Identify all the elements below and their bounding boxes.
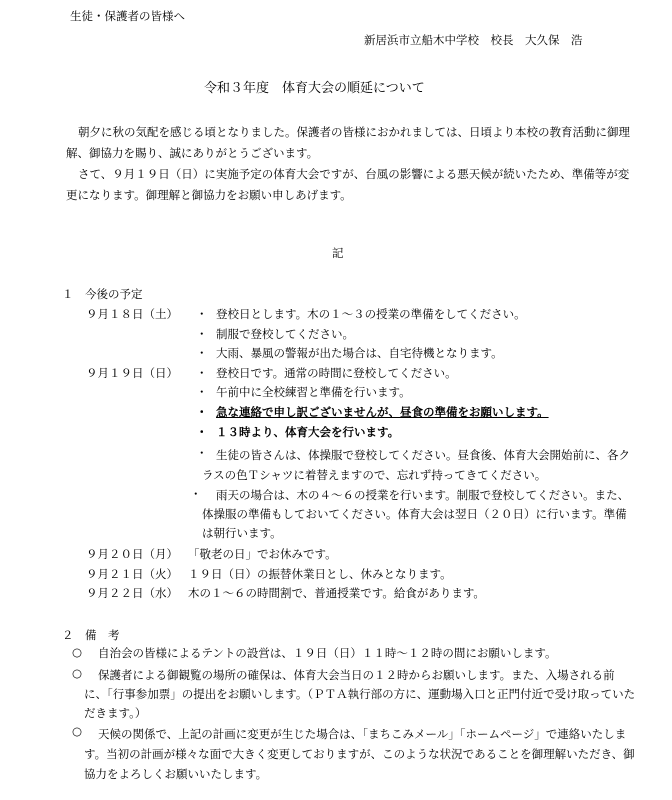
lunch-notice: 急な連絡で申し訳ございませんが、昼食の準備をお願いします。 <box>216 405 549 419</box>
date-sep-20: ９月２０日（月） <box>86 547 178 561</box>
bullet-icon: ・ <box>196 446 208 460</box>
date-sep-21: ９月２１日（火） <box>86 567 178 581</box>
schedule-item: 登校日とします。木の１～３の授業の準備をしてください。 <box>216 307 526 321</box>
note-item: 天候の関係で、上記の計画に変更が生じた場合は、「まちこみメール」「ホームページ」で連絡いたします。当初の計画が様々な面で大きく変更しておりますが、このような状況であることを御理解いただき、御協力をよろしくお願いいたします。 <box>84 727 635 781</box>
circle-icon: ○ <box>72 724 83 738</box>
circle-icon: ○ <box>72 645 83 659</box>
note-item: 自治会の皆様によるテントの設営は、１９日（日）１１時～１２時の間にお願いします。 <box>98 646 557 660</box>
schedule-item: 登校日です。通常の時間に登校してください。 <box>216 366 457 380</box>
schedule-item: 制服で登校してください。 <box>216 327 354 341</box>
schedule-item: 午前中に全校練習と準備を行います。 <box>216 385 411 399</box>
bullet-icon: ・ <box>196 385 208 399</box>
schedule-item: 大雨、暴風の警報が出た場合は、自宅待機となります。 <box>216 346 503 360</box>
bullet-icon: ・ <box>196 307 208 321</box>
date-sep-19: ９月１９日（日） <box>86 366 178 380</box>
start-time-notice: １３時より、体育大会を行います。 <box>216 425 400 439</box>
bullet-icon: ・ <box>196 366 208 380</box>
schedule-item: １９日（日）の振替休業日とし、休みとなります。 <box>188 567 452 581</box>
note-item: 保護者による御観覧の場所の確保は、体育大会当日の１２時からお願いします。また、入場される前に、「行事参加票」の提出をお願いします。（ＰＴＡ執行部の方に、運動場入口と正門付近で受け取っていただきます。） <box>84 668 636 720</box>
bullet-icon: ・ <box>196 346 208 360</box>
bullet-icon: ・ <box>196 327 208 341</box>
addressee: 生徒・保護者の皆様へ <box>70 9 185 23</box>
date-sep-22: ９月２２日（水） <box>86 586 178 600</box>
schedule-item: 木の１～６の時間割で、普通授業です。給食があります。 <box>188 586 485 600</box>
document-title: 令和３年度 体育大会の順延について <box>204 81 425 96</box>
section-2-heading: ２ 備 考 <box>62 628 120 642</box>
date-sep-18: ９月１８日（土） <box>86 307 178 321</box>
ki-marker: 記 <box>332 246 344 260</box>
section-1-heading: １ 今後の予定 <box>62 287 143 301</box>
schedule-item: 生徒の皆さんは、体操服で登校してください。昼食後、体育大会開始前に、各クラスの色Ｔシャツに着替えますので、忘れず持ってきてください。 <box>202 448 630 482</box>
intro-paragraph-2: さて、９月１９日（日）に実施予定の体育大会ですが、台風の影響による悪天候が続いたため、準備等が変更になります。御理解と御協力をお願い申しあげます。 <box>66 167 630 202</box>
schedule-item: 「敬老の日」でお休みです。 <box>188 547 337 561</box>
bullet-icon: ・ <box>196 425 208 439</box>
sender: 新居浜市立船木中学校 校長 大久保 浩 <box>364 33 583 47</box>
bullet-icon: ・ <box>190 487 202 501</box>
intro-paragraph-1: 朝夕に秋の気配を感じる頃となりました。保護者の皆様におかれましては、日頃より本校の教育活動に御理解、御協力を賜り、誠にありがとうございます。 <box>66 125 630 160</box>
rain-plan: 雨天の場合は、木の４～６の授業を行います。制服で登校してください。また、体操服の準備もしておいてください。体育大会は翌日（２０日）に行います。準備は朝行います。 <box>202 488 630 540</box>
circle-icon: ○ <box>72 666 83 680</box>
bullet-icon: ・ <box>196 405 208 419</box>
